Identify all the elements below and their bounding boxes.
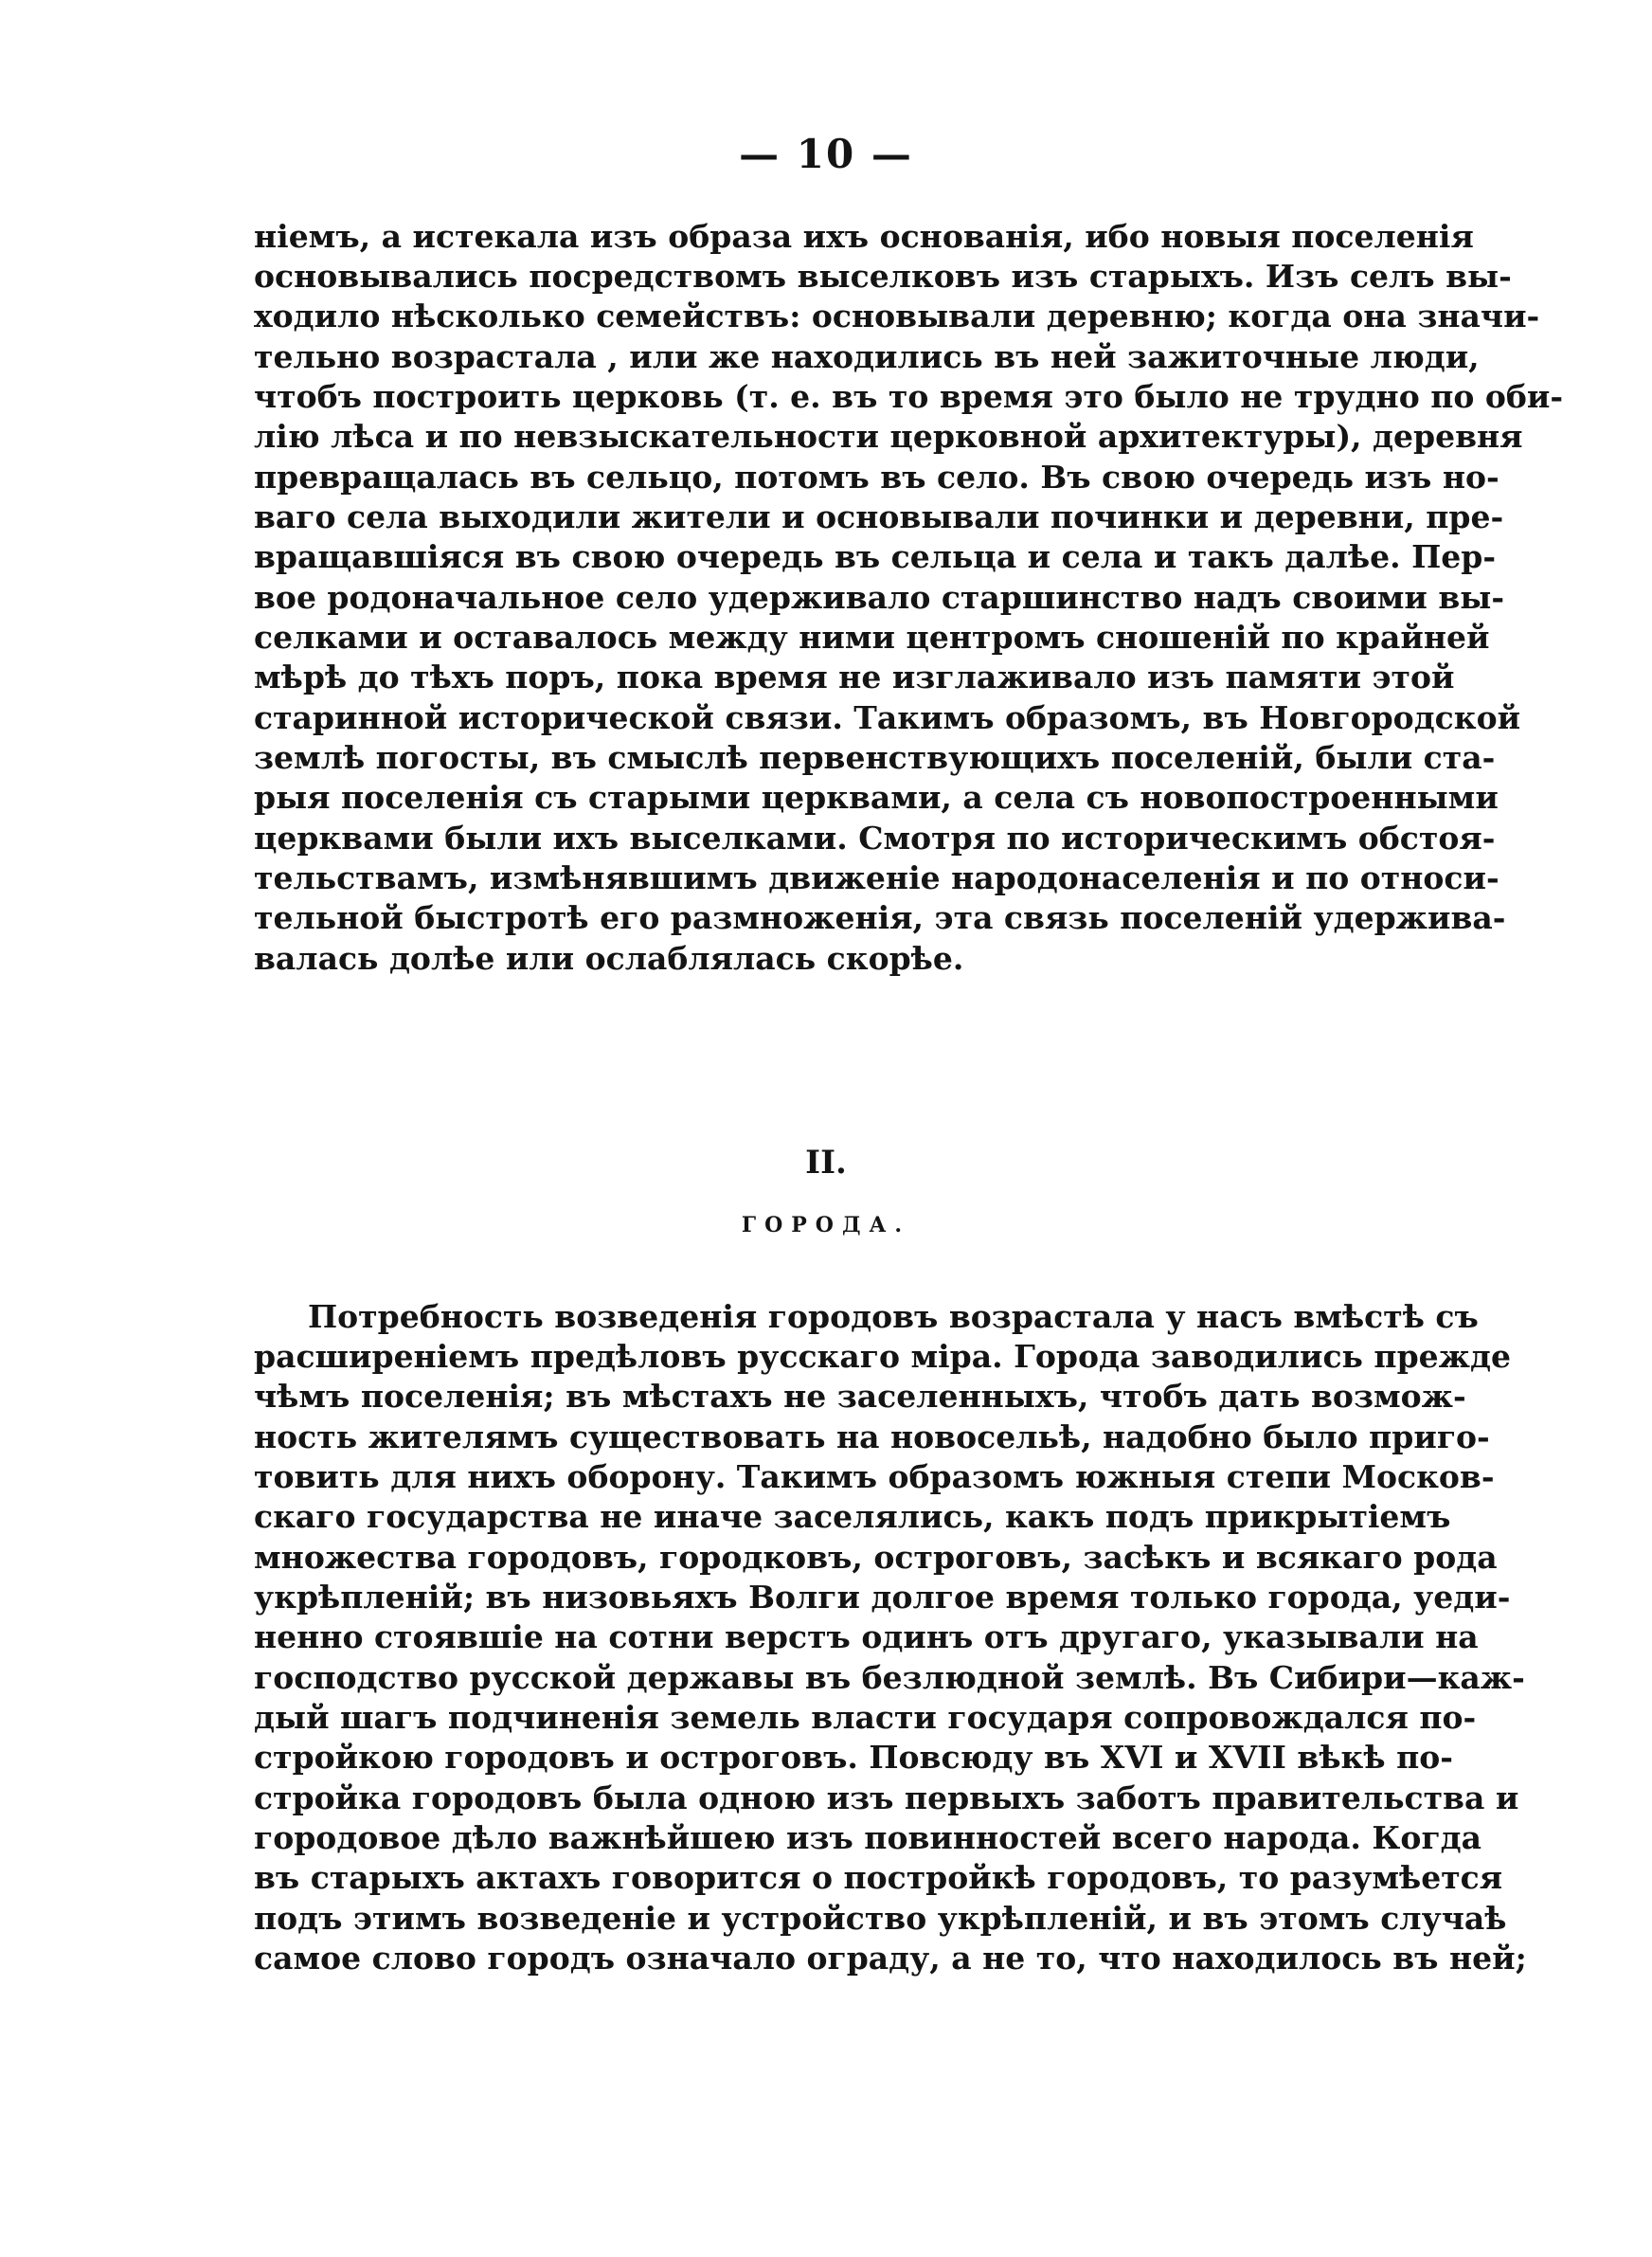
text-line: самое слово городъ означало ограду, а не то, что находилось въ ней; bbox=[254, 1940, 1527, 1977]
text-line: подъ этимъ возведеніе и устройство укрѣпленій, и въ этомъ случаѣ bbox=[254, 1900, 1507, 1937]
text-line: вое родоначальное село удерживало старшинство надъ своими вы- bbox=[254, 579, 1505, 616]
text-line: дый шагъ подчиненія земель власти государя сопровождался по- bbox=[254, 1699, 1477, 1736]
text-line: городовое дѣло важнѣйшею изъ повинностей всего народа. Когда bbox=[254, 1819, 1482, 1856]
text-line: Потребность возведенія городовъ возрастала у насъ вмѣстѣ съ bbox=[308, 1298, 1479, 1335]
text-line: мѣрѣ до тѣхъ поръ, пока время не изглаживало изъ памяти этой bbox=[254, 659, 1455, 695]
text-line: чѣмъ поселенія; въ мѣстахъ не заселенныхъ, чтобъ дать возмож- bbox=[254, 1378, 1466, 1415]
section-number: II. bbox=[805, 1144, 847, 1182]
text-line: укрѣпленій; въ низовьяхъ Волги долгое время только города, уеди- bbox=[254, 1579, 1511, 1616]
text-line: рыя поселенія съ старыми церквами, а села съ новопостроенными bbox=[254, 779, 1499, 816]
text-line: ность жителямъ существовать на новосельѣ, надобно было приго- bbox=[254, 1418, 1490, 1455]
text-line: селками и оставалось между ними центромъ сношеній по крайней bbox=[254, 619, 1490, 656]
text-line: тельно возрастала , или же находились въ ней зажиточные люди, bbox=[254, 338, 1480, 375]
text-line: ходило нѣсколько семействъ: основывали деревню; когда она значи- bbox=[254, 298, 1540, 334]
text-line: въ старыхъ актахъ говорится о постройкѣ городовъ, то разумѣется bbox=[254, 1859, 1503, 1896]
text-line: землѣ погосты, въ смыслѣ первенствующихъ поселеній, были ста- bbox=[254, 739, 1496, 776]
text-line: основывались посредствомъ выселковъ изъ старыхъ. Изъ селъ вы- bbox=[254, 258, 1512, 295]
text-line: скаго государства не иначе заселялись, какъ подъ прикрытіемъ bbox=[254, 1498, 1451, 1535]
text-line: ніемъ, а истекала изъ образа ихъ основанія, ибо новыя поселенія bbox=[254, 218, 1474, 255]
text-line: вращавшіяся въ свою очередь въ сельца и села и такъ далѣе. Пер- bbox=[254, 538, 1497, 575]
text-line: тельствамъ, измѣнявшимъ движеніе народонаселенія и по относи- bbox=[254, 859, 1499, 896]
text-line: расширеніемъ предѣловъ русскаго міра. Города заводились прежде bbox=[254, 1338, 1511, 1375]
text-line: чтобъ построить церковь (т. е. въ то время это было не трудно по оби- bbox=[254, 378, 1564, 415]
text-line: старинной исторической связи. Такимъ образомъ, въ Новгородской bbox=[254, 699, 1521, 736]
text-line: церквами были ихъ выселками. Смотря по историческимъ обстоя- bbox=[254, 820, 1496, 857]
text-line: господство русской державы въ безлюдной землѣ. Въ Сибири—каж- bbox=[254, 1659, 1525, 1696]
text-line: стройкою городовъ и остроговъ. Повсюду въ XVI и XVII вѣкѣ по- bbox=[254, 1739, 1453, 1776]
page-number: — 10 — bbox=[739, 131, 913, 177]
text-line: товить для нихъ оборону. Такимъ образомъ южныя степи Москов- bbox=[254, 1458, 1495, 1495]
text-line: стройка городовъ была одною изъ первыхъ заботъ правительства и bbox=[254, 1779, 1519, 1816]
text-line: валась долѣе или ослаблялась скорѣе. bbox=[254, 940, 964, 977]
section-title: ГОРОДА. bbox=[741, 1213, 911, 1237]
text-line: ненно стоявшіе на сотни верстъ одинъ отъ другаго, указывали на bbox=[254, 1618, 1479, 1655]
text-line: ваго села выходили жители и основывали починки и деревни, пре- bbox=[254, 498, 1504, 535]
text-line: превращалась въ сельцо, потомъ въ село. Въ свою очередь изъ но- bbox=[254, 459, 1499, 496]
text-line: множества городовъ, городковъ, остроговъ, засѣкъ и всякаго рода bbox=[254, 1539, 1498, 1576]
text-line: тельной быстротѣ его размноженія, эта связь поселеній удержива- bbox=[254, 899, 1506, 936]
text-line: лію лѣса и по невзыскательности церковной архитектуры), деревня bbox=[254, 418, 1523, 455]
